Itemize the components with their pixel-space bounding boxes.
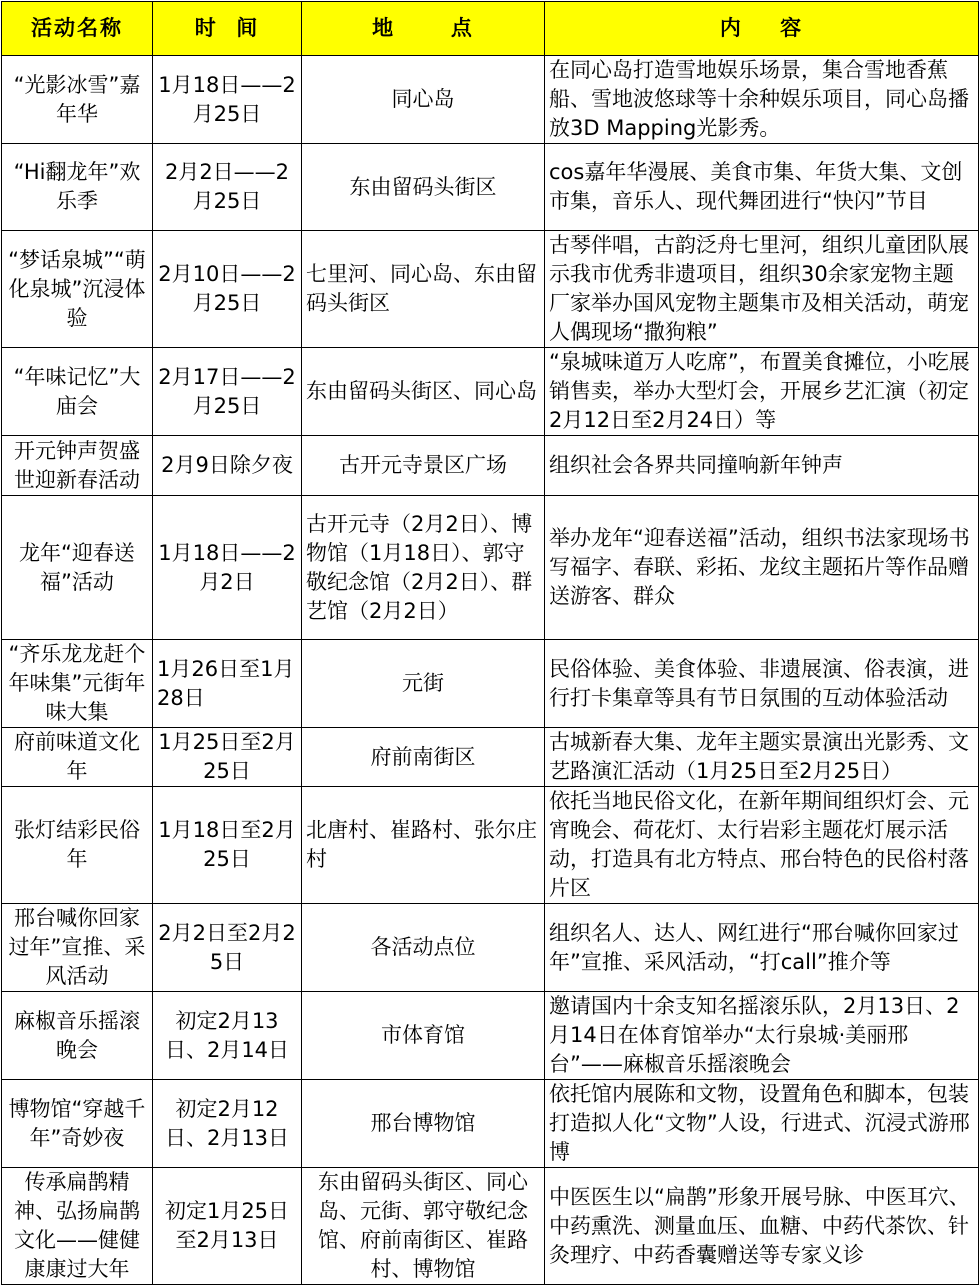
activity-name-cell: 张灯结彩民俗年 [2, 787, 153, 904]
content-cell: “泉城味道万人吃席”，布置美食摊位，小吃展销售卖，举办大型灯会，开展乡艺汇演（初定2月12日至2月24日）等 [545, 348, 979, 436]
table-row [2, 56, 979, 144]
header-place: 地 点 [302, 2, 545, 56]
content-cell: 邀请国内十余支知名摇滚乐队，2月13日、2月14日在体育馆举办“太行泉城·美丽邢台”——麻椒音乐摇滚晚会 [545, 992, 979, 1080]
activity-name-cell: “年味记忆”大庙会 [2, 348, 153, 436]
activity-name-cell: “光影冰雪”嘉年华 [2, 56, 153, 144]
time-cell: 2月10日——2月25日 [153, 231, 302, 348]
time-cell: 2月2日——2月25日 [153, 144, 302, 231]
table-row [2, 348, 979, 436]
time-cell: 1月18日至2月25日 [153, 787, 302, 904]
place-cell: 府前南街区 [302, 728, 545, 787]
content-cell: 在同心岛打造雪地娱乐场景，集合雪地香蕉船、雪地波悠球等十余种娱乐项目，同心岛播放3D Mapping光影秀。 [545, 56, 979, 144]
time-cell: 初定2月13日、2月14日 [153, 992, 302, 1080]
header-time: 时 间 [153, 2, 302, 56]
place-cell: 市体育馆 [302, 992, 545, 1080]
activity-name-cell: 传承扁鹊精神、弘扬扁鹊文化——健健康康过大年 [2, 1168, 153, 1285]
content-cell: 依托当地民俗文化，在新年期间组织灯会、元宵晚会、荷花灯、太行岩彩主题花灯展示活动，打造具有北方特点、邢台特色的民俗村落片区 [545, 787, 979, 904]
table-row [2, 787, 979, 904]
table-row [2, 728, 979, 787]
content-cell: 依托馆内展陈和文物，设置角色和脚本，包装打造拟人化“文物”人设，行进式、沉浸式游邢博 [545, 1080, 979, 1168]
place-cell: 东由留码头街区 [302, 144, 545, 231]
place-cell: 东由留码头街区、同心岛 [302, 348, 545, 436]
table-row [2, 1168, 979, 1285]
place-cell: 北唐村、崔路村、张尔庄村 [302, 787, 545, 904]
activity-name-cell: 博物馆“穿越千年”奇妙夜 [2, 1080, 153, 1168]
header-activity-name: 活动名称 [2, 2, 153, 56]
table-row [2, 992, 979, 1080]
content-cell: 组织社会各界共同撞响新年钟声 [545, 436, 979, 496]
content-cell: 中医医生以“扁鹊”形象开展号脉、中医耳穴、中药熏洗、测量血压、血糖、中药代茶饮、针灸理疗、中药香囊赠送等专家义诊 [545, 1168, 979, 1285]
activity-name-cell: “梦话泉城”“萌化泉城”沉浸体验 [2, 231, 153, 348]
time-cell: 2月17日——2月25日 [153, 348, 302, 436]
content-cell: cos嘉年华漫展、美食市集、年货大集、文创市集，音乐人、现代舞团进行“快闪”节目 [545, 144, 979, 231]
table-row [2, 640, 979, 728]
time-cell: 初定2月12日、2月13日 [153, 1080, 302, 1168]
header-content: 内 容 [545, 2, 979, 56]
activity-name-cell: “齐乐龙龙赶个年味集”元街年味大集 [2, 640, 153, 728]
place-cell: 东由留码头街区、同心岛、元街、郭守敬纪念馆、府前南街区、崔路村、博物馆 [302, 1168, 545, 1285]
place-cell: 邢台博物馆 [302, 1080, 545, 1168]
activity-name-cell: 龙年“迎春送福”活动 [2, 496, 153, 640]
activity-table [1, 1, 979, 1285]
content-cell: 组织名人、达人、网红进行“邢台喊你回家过年”宣推、采风活动，“打call”推介等 [545, 904, 979, 992]
table-row [2, 231, 979, 348]
content-cell: 古琴伴唱，古韵泛舟七里河，组织儿童团队展示我市优秀非遗项目，组织30余家宠物主题厂家举办国风宠物主题集市及相关活动，萌宠人偶现场“撒狗粮” [545, 231, 979, 348]
place-cell: 古开元寺（2月2日）、博物馆（1月18日）、郭守敬纪念馆（2月2日）、群艺馆（2月2日） [302, 496, 545, 640]
time-cell: 2月9日除夕夜 [153, 436, 302, 496]
place-cell: 古开元寺景区广场 [302, 436, 545, 496]
place-cell: 元街 [302, 640, 545, 728]
table-row [2, 144, 979, 231]
table-row [2, 436, 979, 496]
table-row [2, 904, 979, 992]
table-row [2, 1080, 979, 1168]
content-cell: 举办龙年“迎春送福”活动，组织书法家现场书写福字、春联、彩拓、龙纹主题拓片等作品赠送游客、群众 [545, 496, 979, 640]
header-row [2, 2, 979, 56]
table-row [2, 496, 979, 640]
content-cell: 古城新春大集、龙年主题实景演出光影秀、文艺路演汇活动（1月25日至2月25日） [545, 728, 979, 787]
place-cell: 七里河、同心岛、东由留码头街区 [302, 231, 545, 348]
time-cell: 1月18日——2月2日 [153, 496, 302, 640]
activity-name-cell: 邢台喊你回家过年”宣推、采风活动 [2, 904, 153, 992]
time-cell: 初定1月25日至2月13日 [153, 1168, 302, 1285]
time-cell: 1月18日——2月25日 [153, 56, 302, 144]
activity-name-cell: 府前味道文化年 [2, 728, 153, 787]
time-cell: 2月2日至2月25日 [153, 904, 302, 992]
time-cell: 1月25日至2月25日 [153, 728, 302, 787]
place-cell: 同心岛 [302, 56, 545, 144]
place-cell: 各活动点位 [302, 904, 545, 992]
activity-name-cell: “Hi翻龙年”欢乐季 [2, 144, 153, 231]
activity-name-cell: 开元钟声贺盛世迎新春活动 [2, 436, 153, 496]
time-cell: 1月26日至1月28日 [153, 640, 302, 728]
content-cell: 民俗体验、美食体验、非遗展演、俗表演，进行打卡集章等具有节日氛围的互动体验活动 [545, 640, 979, 728]
activity-name-cell: 麻椒音乐摇滚晚会 [2, 992, 153, 1080]
